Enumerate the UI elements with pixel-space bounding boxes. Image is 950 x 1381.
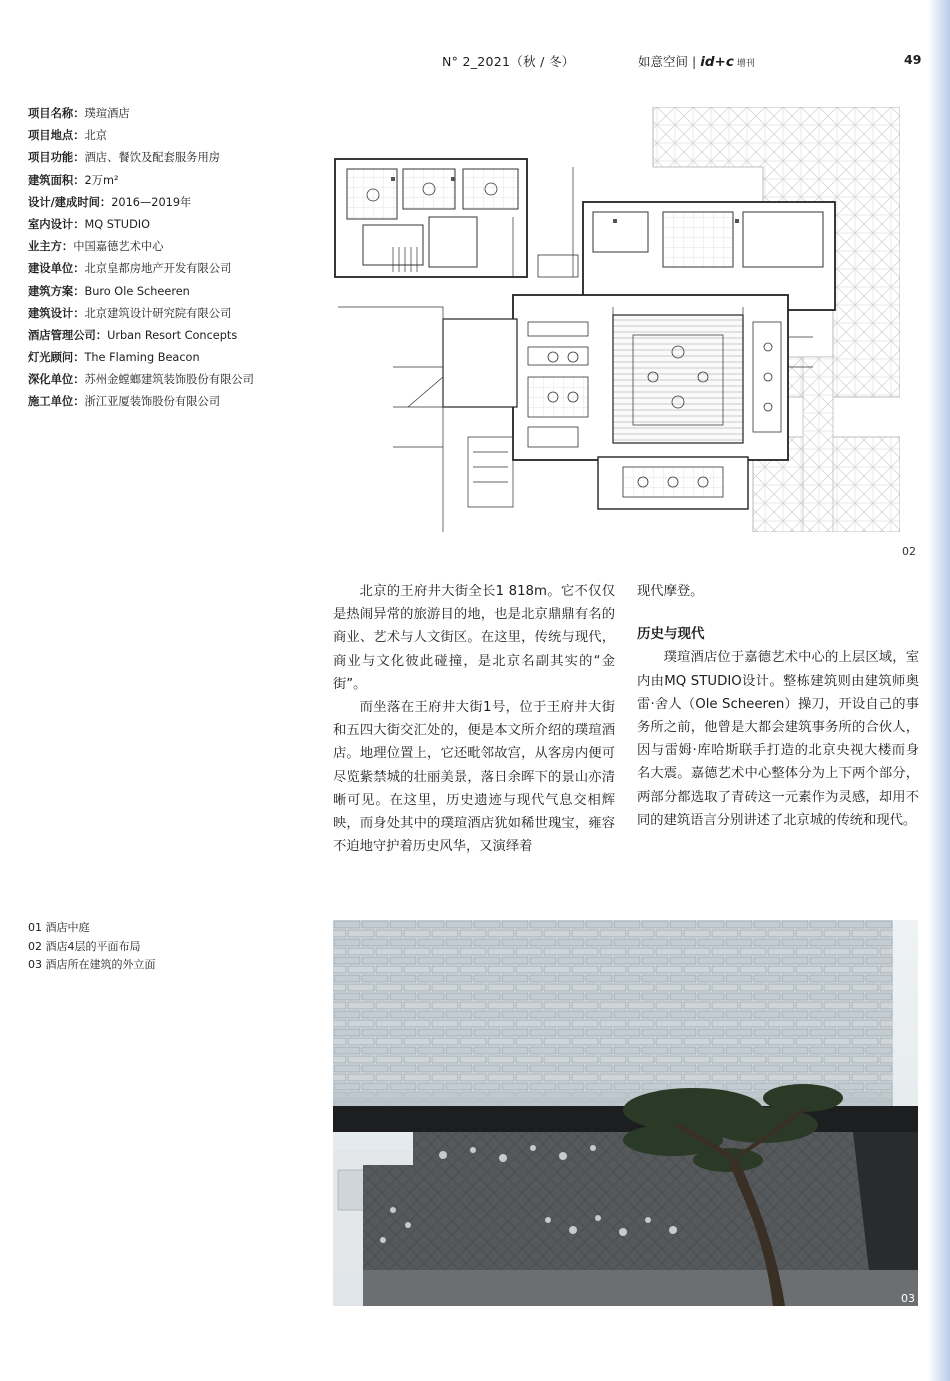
credit-row	[28, 325, 328, 347]
credit-value: 北京建筑设计研究院有限公司	[84, 306, 232, 320]
credit-label: 建筑面积：	[28, 173, 85, 187]
supplement-label: 增刊	[736, 59, 755, 69]
figure-captions	[28, 919, 156, 975]
article-continuation: 现代摩登。	[637, 584, 704, 599]
magazine-name: 如意空间	[638, 54, 689, 69]
article-column-left	[333, 580, 615, 858]
credit-label: 建筑设计：	[28, 306, 85, 320]
section-heading: 历史与现代	[637, 626, 705, 643]
credit-value: 北京	[84, 129, 108, 143]
credit-row	[28, 347, 328, 369]
project-credits	[28, 103, 328, 414]
credit-value: 中国嘉德艺术中心	[73, 240, 164, 254]
credit-value: MQ STUDIO	[84, 217, 150, 231]
caption-02: 02 酒店4层的平面布局	[28, 939, 141, 953]
credit-value: The Flaming Beacon	[84, 351, 200, 365]
credit-value: 北京皇都房地产开发有限公司	[84, 262, 232, 276]
credit-label: 室内设计：	[28, 217, 85, 231]
running-header	[0, 52, 950, 74]
credit-label: 建筑方案：	[28, 284, 85, 298]
credit-value: 酒店、餐饮及配套服务用房	[84, 151, 221, 165]
credit-label: 深化单位：	[28, 373, 85, 387]
credit-row	[28, 170, 328, 192]
magazine-logo: id+c	[700, 54, 734, 70]
credit-row	[28, 236, 328, 258]
magazine-title	[638, 52, 755, 70]
credit-label: 项目地点：	[28, 129, 85, 143]
article-paragraph: 北京的王府井大街全长1 818m。它不仅仅是热闹异常的旅游目的地，也是北京鼎鼎有名的商业、艺术与人文街区。在这里，传统与现代，商业与文化彼此碰撞，是北京名副其实的“金街”。	[333, 584, 615, 692]
credit-value: 2万m²	[84, 173, 119, 187]
credit-value: 2016—2019年	[111, 195, 192, 209]
caption-03: 03 酒店所在建筑的外立面	[28, 958, 156, 972]
issue-label: N° 2_2021（秋 / 冬）	[442, 54, 575, 69]
credit-value: 浙江亚厦装饰股份有限公司	[84, 395, 221, 409]
credit-label: 项目名称：	[28, 107, 85, 120]
credit-row	[28, 147, 328, 169]
credit-row	[28, 214, 328, 236]
credit-value: 苏州金螳螂建筑装饰股份有限公司	[84, 373, 254, 387]
article-column-right	[637, 580, 919, 832]
figure-number-03: 03	[901, 1292, 915, 1305]
credit-label: 设计/建成时间：	[28, 195, 112, 209]
credit-row	[28, 125, 328, 147]
credit-value: 璞瑄酒店	[84, 107, 130, 120]
figure-number-02: 02	[902, 545, 916, 558]
page-number: 49	[904, 52, 922, 67]
credit-row	[28, 192, 328, 214]
credit-row	[28, 103, 328, 125]
credit-label: 建设单位：	[28, 262, 85, 276]
credit-row	[28, 281, 328, 303]
header-separator: |	[692, 54, 697, 69]
credit-label: 施工单位：	[28, 395, 85, 409]
article-paragraph: 璞瑄酒店位于嘉德艺术中心的上层区域，室内由MQ STUDIO设计。整栋建筑则由建筑师奥雷·舍人（Ole Scheeren）操刀，开设自己的事务所之前，他曾是大都会建筑事务所的合伙人，因与雷姆·库哈斯联手打造的北京央视大楼而身名大震。嘉德艺术中心整体分为上下两个部分，两部分都选取了青砖这一元素作为灵感，却用不同的建筑语言分别讲述了北京城的传统和现代。	[637, 650, 919, 828]
credit-row	[28, 391, 328, 413]
credit-label: 业主方：	[28, 240, 74, 254]
credit-row	[28, 303, 328, 325]
floor-plan-figure	[333, 107, 900, 532]
credit-value: Urban Resort Concepts	[107, 328, 238, 342]
article-paragraph: 而坐落在王府井大街1号，位于王府井大街和五四大街交汇处的，便是本文所介绍的璞瑄酒店。地理位置上，它还毗邻故宫，从客房内便可尽览紫禁城的壮丽美景，落日余晖下的景山亦清晰可见。在这里，历史遗迹与现代气息交相辉映，而身处其中的璞瑄酒店犹如稀世瑰宝，雍容不迫地守护着历史风华，又演绎着	[333, 700, 615, 855]
caption-01: 01 酒店中庭	[28, 921, 90, 934]
credit-label: 酒店管理公司：	[28, 328, 108, 342]
building-facade-photo	[333, 920, 918, 1306]
page-edge-shadow	[928, 0, 950, 1381]
credit-label: 灯光顾问：	[28, 351, 85, 365]
credit-row	[28, 369, 328, 391]
credit-value: Buro Ole Scheeren	[84, 284, 190, 298]
credit-label: 项目功能：	[28, 151, 85, 165]
credit-row	[28, 258, 328, 280]
